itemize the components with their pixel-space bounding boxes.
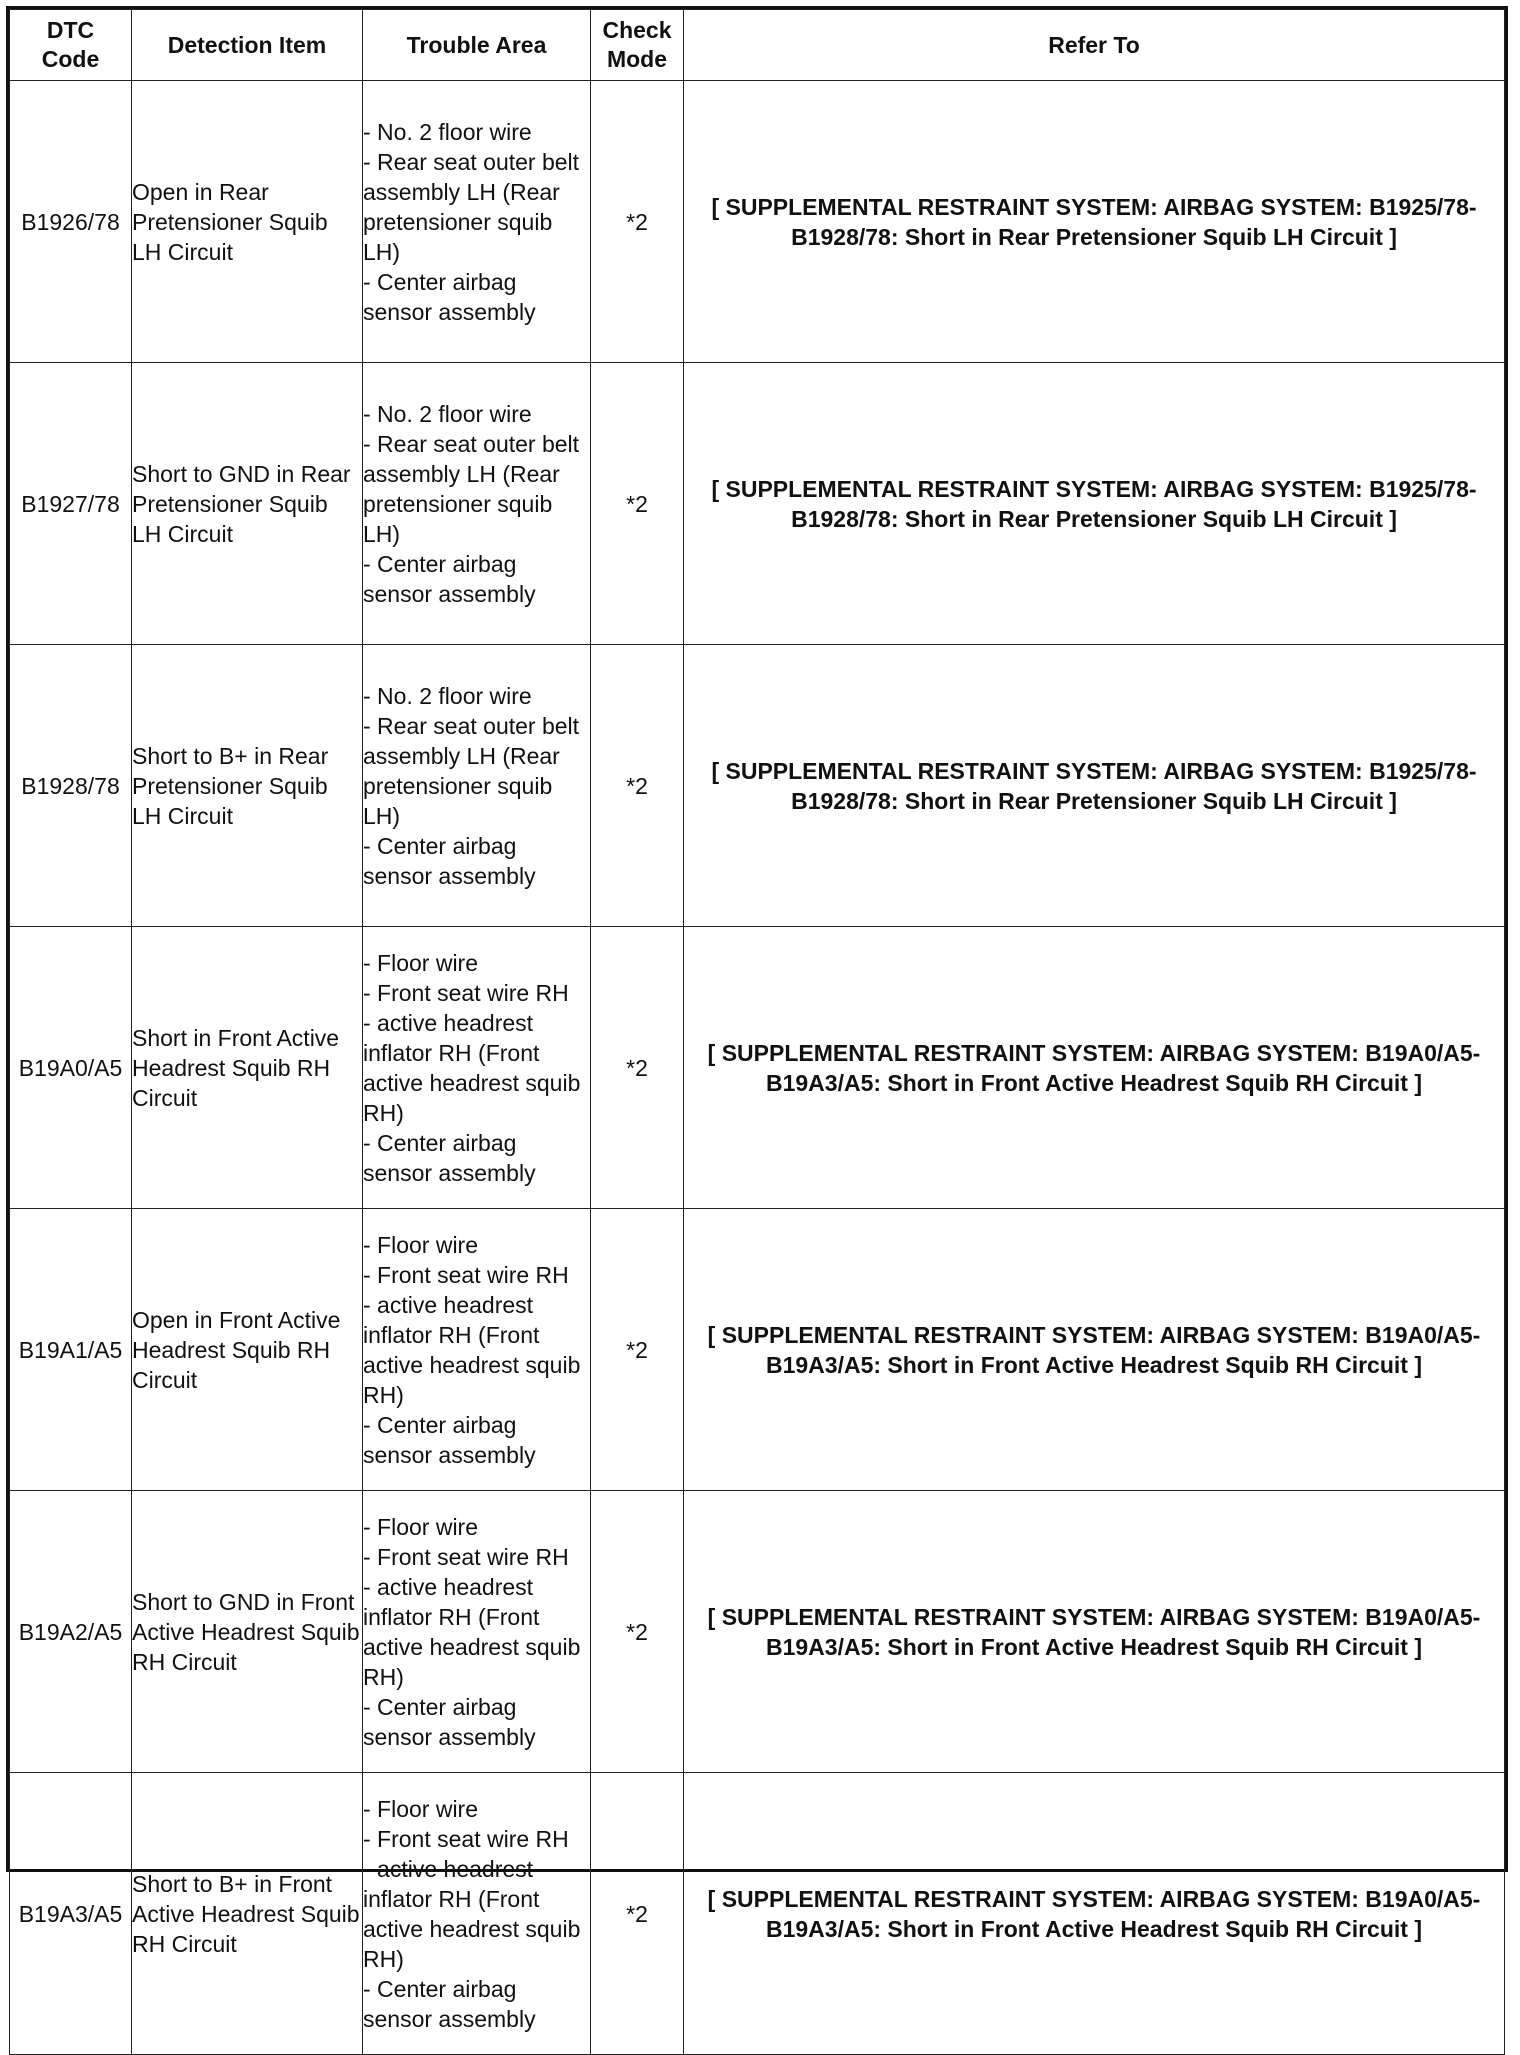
detection-item-cell: Open in Rear Pretensioner Squib LH Circuit [132,81,363,363]
trouble-area-line: - Center airbag sensor assembly [363,550,536,607]
trouble-area-line: - Front seat wire RH [363,979,569,1006]
refer-to-cell: [ SUPPLEMENTAL RESTRAINT SYSTEM: AIRBAG SYSTEM: B1925/78-B1928/78: Short in Rear Pretensioner Squib LH Circuit ] [684,81,1505,363]
trouble-area-line: - Floor wire [363,1513,479,1540]
table-row [10,927,1505,1209]
detection-item-cell: Short to GND in Front Active Headrest Squib RH Circuit [132,1491,363,1773]
trouble-area-line: - Rear seat outer belt assembly LH (Rear pretensioner squib LH) [363,430,580,547]
trouble-area-line: - active headrest inflator RH (Front active headrest squib RH) [363,1573,581,1690]
trouble-area-cell [363,1773,591,2055]
refer-to-cell: [ SUPPLEMENTAL RESTRAINT SYSTEM: AIRBAG SYSTEM: B19A0/A5-B19A3/A5: Short in Front Active Headrest Squib RH Circuit ] [684,1491,1505,1773]
refer-to-cell: [ SUPPLEMENTAL RESTRAINT SYSTEM: AIRBAG SYSTEM: B1925/78-B1928/78: Short in Rear Pretensioner Squib LH Circuit ] [684,363,1505,645]
trouble-area-line: - Center airbag sensor assembly [363,1975,536,2032]
trouble-area-line: - active headrest inflator RH (Front active headrest squib RH) [363,1291,581,1408]
check-mode-cell: *2 [591,1209,684,1491]
trouble-area-line: - Rear seat outer belt assembly LH (Rear pretensioner squib LH) [363,712,580,829]
trouble-area-cell [363,1209,591,1491]
table-row [10,1773,1505,2055]
trouble-area-line: - Center airbag sensor assembly [363,832,536,889]
check-mode-cell: *2 [591,927,684,1209]
trouble-area-line: - Center airbag sensor assembly [363,1129,536,1186]
trouble-area-line: - No. 2 floor wire [363,400,532,427]
detection-item-cell: Short to B+ in Front Active Headrest Squib RH Circuit [132,1773,363,2055]
trouble-area-cell [363,363,591,645]
check-mode-cell: *2 [591,81,684,363]
check-mode-cell: *2 [591,363,684,645]
table-row [10,363,1505,645]
check-mode-cell: *2 [591,1773,684,2055]
trouble-area-line: - Front seat wire RH [363,1261,569,1288]
detection-item-cell: Open in Front Active Headrest Squib RH Circuit [132,1209,363,1491]
trouble-area-line: - Front seat wire RH [363,1543,569,1570]
trouble-area-cell [363,645,591,927]
trouble-area-cell [363,81,591,363]
trouble-area-line: - Floor wire [363,1231,479,1258]
dtc-code-cell: B1928/78 [10,645,132,927]
trouble-area-line: - Center airbag sensor assembly [363,1693,536,1750]
dtc-code-cell: B19A3/A5 [10,1773,132,2055]
trouble-area-line: - No. 2 floor wire [363,682,532,709]
check-mode-cell: *2 [591,645,684,927]
trouble-area-line: - No. 2 floor wire [363,118,532,145]
refer-to-cell: [ SUPPLEMENTAL RESTRAINT SYSTEM: AIRBAG SYSTEM: B1925/78-B1928/78: Short in Rear Pretensioner Squib LH Circuit ] [684,645,1505,927]
detection-item-cell: Short to B+ in Rear Pretensioner Squib LH Circuit [132,645,363,927]
refer-to-cell: [ SUPPLEMENTAL RESTRAINT SYSTEM: AIRBAG SYSTEM: B19A0/A5-B19A3/A5: Short in Front Active Headrest Squib RH Circuit ] [684,927,1505,1209]
dtc-code-cell: B19A0/A5 [10,927,132,1209]
refer-to-cell: [ SUPPLEMENTAL RESTRAINT SYSTEM: AIRBAG SYSTEM: B19A0/A5-B19A3/A5: Short in Front Active Headrest Squib RH Circuit ] [684,1209,1505,1491]
table-row [10,81,1505,363]
detection-item-cell: Short in Front Active Headrest Squib RH Circuit [132,927,363,1209]
header-detection-item: Detection Item [132,10,363,81]
table-row [10,1209,1505,1491]
header-check-mode: Check Mode [591,10,684,81]
dtc-code-cell: B19A2/A5 [10,1491,132,1773]
table-row [10,645,1505,927]
trouble-area-line: - Front seat wire RH [363,1825,569,1852]
dtc-code-cell: B19A1/A5 [10,1209,132,1491]
detection-item-cell: Short to GND in Rear Pretensioner Squib LH Circuit [132,363,363,645]
trouble-area-line: - Center airbag sensor assembly [363,268,536,325]
dtc-code-cell: B1926/78 [10,81,132,363]
trouble-area-line: - Center airbag sensor assembly [363,1411,536,1468]
table-row [10,1491,1505,1773]
dtc-table-sheet [6,6,1508,2032]
trouble-area-line: - Floor wire [363,949,479,976]
dtc-table [9,9,1505,2055]
trouble-area-line: - Rear seat outer belt assembly LH (Rear pretensioner squib LH) [363,148,580,265]
header-trouble-area: Trouble Area [363,10,591,81]
trouble-area-cell [363,927,591,1209]
refer-to-cell: [ SUPPLEMENTAL RESTRAINT SYSTEM: AIRBAG SYSTEM: B19A0/A5-B19A3/A5: Short in Front Active Headrest Squib RH Circuit ] [684,1773,1505,2055]
trouble-area-cell [363,1491,591,1773]
check-mode-cell: *2 [591,1491,684,1773]
dtc-code-cell: B1927/78 [10,363,132,645]
trouble-area-line: - active headrest inflator RH (Front active headrest squib RH) [363,1009,581,1126]
table-header-row [10,10,1505,81]
header-refer-to: Refer To [684,10,1505,81]
trouble-area-line: - Floor wire [363,1795,479,1822]
trouble-area-line: - active headrest inflator RH (Front active headrest squib RH) [363,1855,581,1972]
header-dtc-code: DTC Code [10,10,132,81]
